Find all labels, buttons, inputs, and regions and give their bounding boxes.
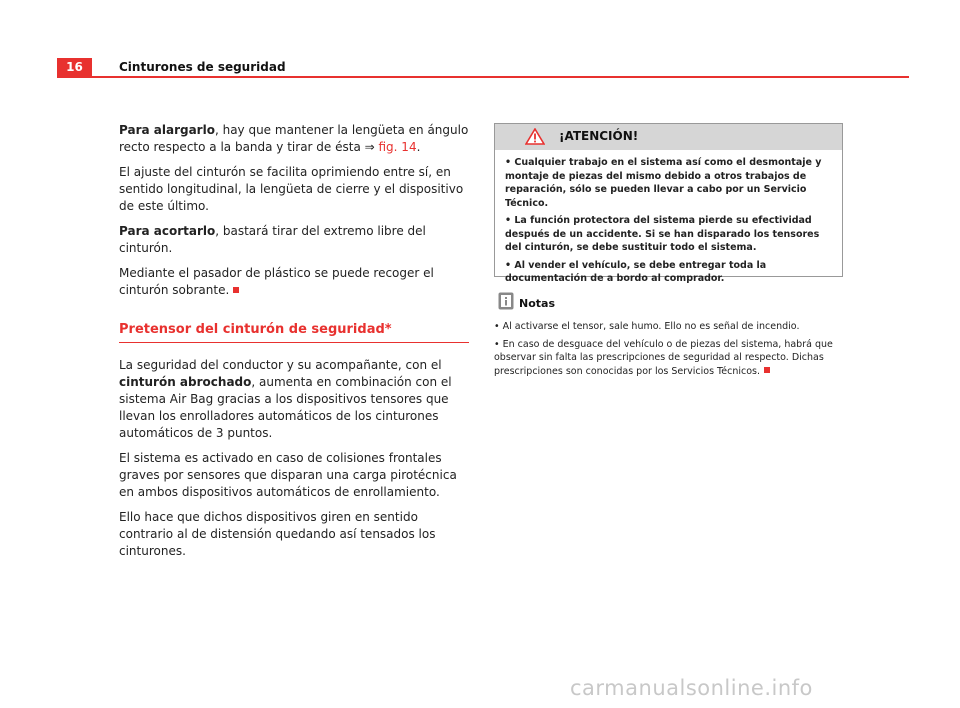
page-number: 16 [57, 58, 92, 76]
fig-link[interactable]: fig. 14 [378, 140, 417, 154]
warning-item: • Cualquier trabajo en el sistema así como el desmontaje y montaje de piezas del mismo debido a otros trabajos de reparación, sólo se pueden llevar a cabo por un Servicio Técnico. [505, 157, 822, 209]
lengthen-text: , hay que mantener la lengüeta en ángulo recto respecto a la banda y tirar de ésta ⇒ [119, 123, 469, 154]
paragraph-security [119, 357, 469, 442]
lengthen-label: Para alargarlo [119, 123, 215, 137]
paragraph-lengthen [119, 122, 469, 156]
security-text-b: , aumenta en combinación con el sistema Air Bag gracias a los dispositivos tensores que llevan los enrolladores automáticos de los cinturones automáticos de 3 puntos. [119, 375, 452, 440]
header-divider [57, 76, 909, 78]
warning-triangle-icon [525, 128, 545, 149]
notes-section [494, 292, 844, 382]
note-item-text: • En caso de desguace del vehículo o de piezas del sistema, habrá que observar sin falta las prescripciones de seguridad al respecto. Dichas prescripciones son conocidas por los Servicios Técnicos. [494, 338, 833, 377]
warning-header [495, 124, 842, 150]
paragraph-activation: El sistema es activado en caso de colisiones frontales graves por sensores que disparan una carga pirotécnica en ambos dispositivos automáticos de enrollamiento. [119, 451, 457, 499]
section-title: Pretensor del cinturón de seguridad* [119, 321, 469, 343]
end-square-icon [764, 367, 770, 373]
watermark: carmanualsonline.info [570, 676, 813, 700]
security-bold: cinturón abrochado [119, 375, 252, 389]
left-column [119, 122, 469, 568]
paragraph-shorten [119, 223, 469, 257]
security-text-a: La seguridad del conductor y su acompañante, con el [119, 358, 442, 372]
pasador-text: Mediante el pasador de plástico se puede recoger el cinturón sobrante. [119, 266, 434, 297]
notes-header [494, 292, 844, 314]
shorten-label: Para acortarlo [119, 224, 216, 238]
shorten-text: , bastará tirar del extremo libre del cinturón. [119, 224, 426, 255]
warning-box [494, 123, 843, 284]
paragraph-pasador [119, 265, 469, 299]
paragraph-adjust: El ajuste del cinturón se facilita oprimiendo entre sí, en sentido longitudinal, la lengüeta de cierre y el dispositivo de este último. [119, 165, 464, 213]
notes-title: Notas [519, 297, 555, 310]
warning-item: • La función protectora del sistema pierde su efectividad después de un accidente. Si se han disparado los tensores del cinturón, se debe sustituir todo el sistema. [505, 215, 820, 253]
warning-title: ¡ATENCIÓN! [559, 129, 639, 143]
paragraph-tension: Ello hace que dichos dispositivos giren en sentido contrario al de distensión quedando así tensados los cinturones. [119, 510, 436, 558]
lengthen-end: . [416, 140, 421, 154]
note-item [494, 338, 844, 379]
note-icon [498, 292, 514, 315]
end-square-icon [233, 287, 239, 293]
page-title: Cinturones de seguridad [119, 60, 286, 74]
warning-item: • Al vender el vehículo, se debe entregar toda la documentación de a bordo al comprador. [505, 259, 767, 284]
note-item: • Al activarse el tensor, sale humo. Ello no es señal de incendio. [494, 321, 800, 332]
warning-body [495, 150, 842, 286]
